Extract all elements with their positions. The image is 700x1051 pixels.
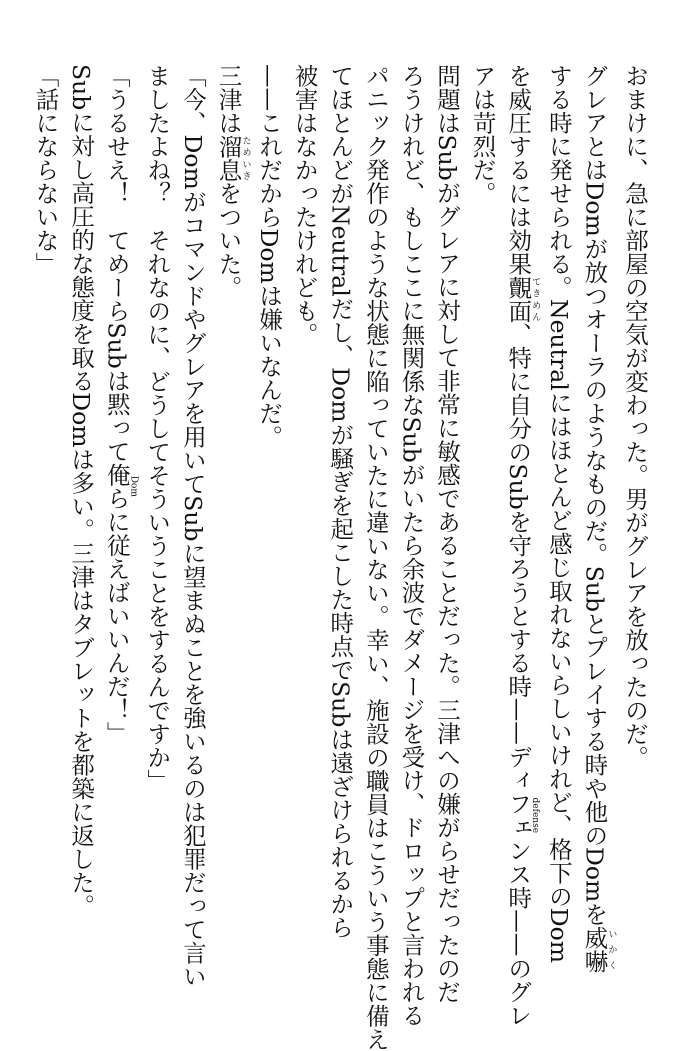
- text-column-11: ——これだからDomは嫌いなんだ。: [255, 64, 284, 449]
- text-column-4: を威圧するには効果覿面てきめん、特に自分のSubを守ろうとする時——ディフェンスdefense時——のグレ: [504, 64, 541, 1027]
- text-column-15: 「うるせえ！ てめーらSubは黙って俺らDomに従えばいいんだ！」: [102, 64, 139, 745]
- text-column-2: グレアとはDomが放つオーラのようなものだ。Subとプレイする時や他のDomを威嚇いかく: [580, 64, 617, 973]
- ruby-tekimen: 覿面てきめん: [504, 275, 541, 323]
- text-column-1: おまけに、急に部屋の空気が変わった。男がグレアを放ったのだ。: [621, 64, 649, 769]
- text-column-12: 三津は溜息ためいきをついた。: [214, 64, 251, 299]
- text-column-5: アは苛烈だ。: [468, 64, 497, 205]
- text-column-8: パニック発作のような状態に陥っていたに違いない。幸い、施設の職員はこういう事態に備え: [361, 64, 390, 1051]
- text-column-13: 「今、Domがコマンドやグレアを用いてSubに望まぬことを強いるのは犯罪だって言い: [178, 64, 207, 989]
- text-column-3: する時に発せられる。Neutralにはほとんど感じ取れないらしいけれど、格下のDom: [544, 64, 573, 964]
- vertical-text-block: [27, 64, 652, 1051]
- text-column-14: ましたよね？ それなのに、どうしてそういうことをするんですか」: [143, 64, 172, 793]
- ruby-ikaku: 威嚇いかく: [580, 925, 617, 973]
- ruby-defense: ディフェンスdefense: [504, 744, 541, 886]
- text-column-16: Subに対し高圧的な態度を取るDomは多い。三津はタブレットを都築に返した。: [67, 64, 96, 918]
- ruby-tameiki: 溜息ためいき: [214, 134, 251, 182]
- text-column-6: 問題はSubがグレアに対して非常に敏感であることだった。三津への嫌がらせだったのだ: [433, 64, 462, 1004]
- text-column-9: てほとんどがNeutralだし、Domが騒ぎを起こした時点でSubは遠ざけられるから: [326, 64, 355, 939]
- text-column-17: 「話にならないな」: [31, 64, 60, 276]
- text-column-7: ろうけれど、もしここに無関係なSubがいたら余波でダメージを受け、ドロップと言われる: [397, 64, 426, 1027]
- ruby-orera: 俺らDom: [102, 462, 139, 510]
- text-column-10: 被害はなかったけれども。: [290, 64, 319, 346]
